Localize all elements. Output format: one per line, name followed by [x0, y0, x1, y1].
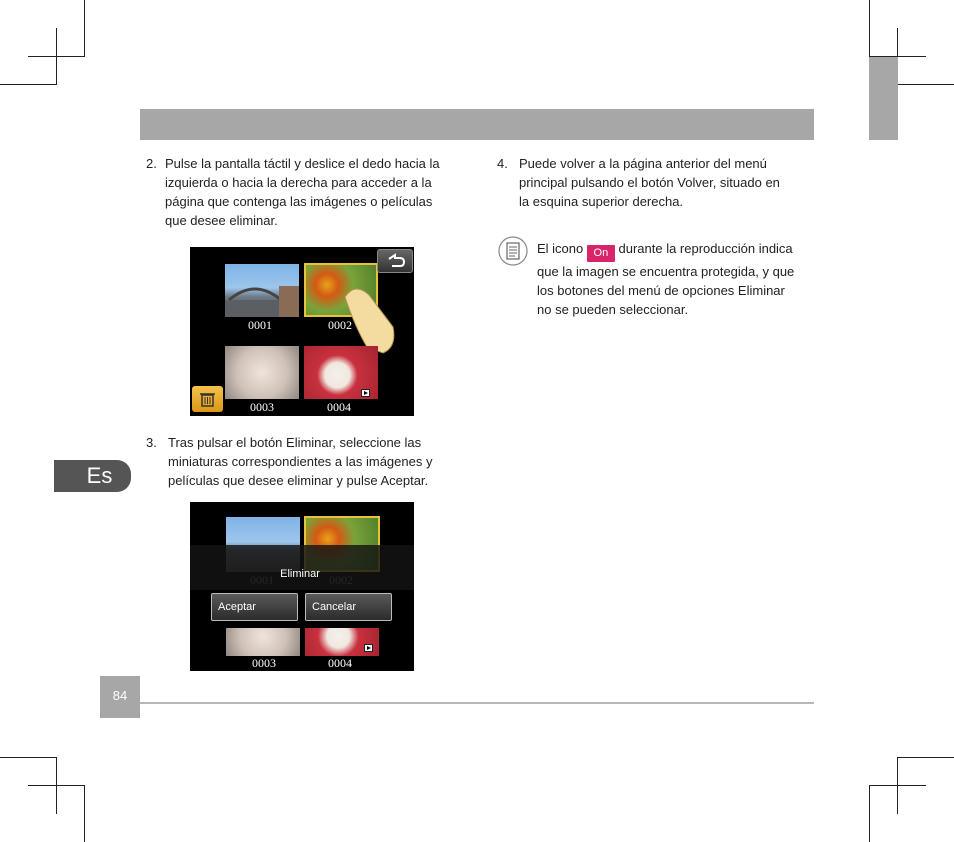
- dialog-title: Eliminar: [280, 568, 320, 580]
- crop-mark: [869, 785, 926, 786]
- crop-mark: [28, 785, 85, 786]
- step-text-line: que desee eliminar.: [165, 213, 278, 228]
- step-text-line: página que contenga las imágenes o películas: [165, 194, 433, 209]
- step-4: [497, 154, 817, 214]
- thumbnail-harbour[interactable]: [225, 264, 299, 317]
- note-text-line: los botones del menú de opciones Eliminar: [537, 283, 785, 298]
- thumbnail-number: 0003: [250, 400, 274, 414]
- crop-mark: [869, 785, 870, 842]
- thumbnail-number: 0004: [328, 656, 352, 670]
- step-text-line: Pulse la pantalla táctil y deslice el dedo hacia la: [165, 156, 440, 171]
- step-number: 4.: [497, 156, 508, 171]
- thumbnail-number: 0004: [327, 400, 351, 414]
- crop-mark: [0, 757, 57, 758]
- step-text-line: miniaturas correspondientes a las imágenes y: [168, 454, 433, 469]
- crop-mark: [28, 56, 85, 57]
- step-text-line: películas que desee eliminar y pulse Aceptar.: [168, 473, 429, 488]
- thumbnail-number: 0001: [248, 318, 272, 332]
- thumbnail-baby[interactable]: [226, 628, 300, 656]
- language-tab: Es: [54, 460, 131, 492]
- step-number: 3.: [146, 435, 157, 450]
- thumbnail-number: 0002: [328, 318, 352, 332]
- crop-mark: [897, 757, 954, 758]
- finger-hand-icon: [335, 277, 405, 357]
- lock-on-icon: On: [587, 245, 615, 262]
- play-icon: [364, 644, 373, 652]
- step-number: 2.: [146, 156, 157, 171]
- header-bar: [140, 109, 814, 140]
- note-text-continue: durante la reproducción indica: [618, 241, 793, 256]
- crop-mark: [84, 785, 85, 842]
- note-text-line: que la imagen se encuentra protegida, y que: [537, 264, 795, 279]
- note-text-line: no se pueden seleccionar.: [537, 302, 689, 317]
- step-text-line: Tras pulsar el botón Eliminar, seleccione las: [168, 435, 422, 450]
- delete-button[interactable]: [192, 386, 223, 412]
- crop-mark: [869, 0, 870, 57]
- crop-mark: [84, 0, 85, 57]
- play-icon: [361, 389, 370, 397]
- step-text-line: la esquina superior derecha.: [519, 194, 684, 209]
- accept-button[interactable]: Aceptar: [211, 593, 298, 621]
- return-arrow-icon: [378, 250, 412, 272]
- step-3: [146, 433, 466, 493]
- step-text-line: principal pulsando el botón Volver, situado en: [519, 175, 780, 190]
- thumbnail-baby[interactable]: [225, 346, 299, 399]
- page-number: 84: [100, 676, 140, 718]
- crop-mark: [0, 84, 57, 85]
- memo-icon: [498, 236, 528, 266]
- thumbnail-number: 0003: [252, 656, 276, 670]
- note-text-start: El icono: [537, 241, 584, 256]
- step-text-line: izquierda o hacia la derecha para acceder a la: [165, 175, 432, 190]
- note-text: [537, 239, 812, 319]
- footer-rule: [140, 702, 814, 704]
- back-button[interactable]: [377, 249, 413, 273]
- trash-icon: [192, 386, 223, 412]
- step-text-line: Puede volver a la página anterior del menú: [519, 156, 767, 171]
- crop-mark: [897, 84, 954, 85]
- side-tab: [869, 57, 898, 140]
- cancel-button[interactable]: Cancelar: [305, 593, 392, 621]
- step-2: [146, 154, 466, 234]
